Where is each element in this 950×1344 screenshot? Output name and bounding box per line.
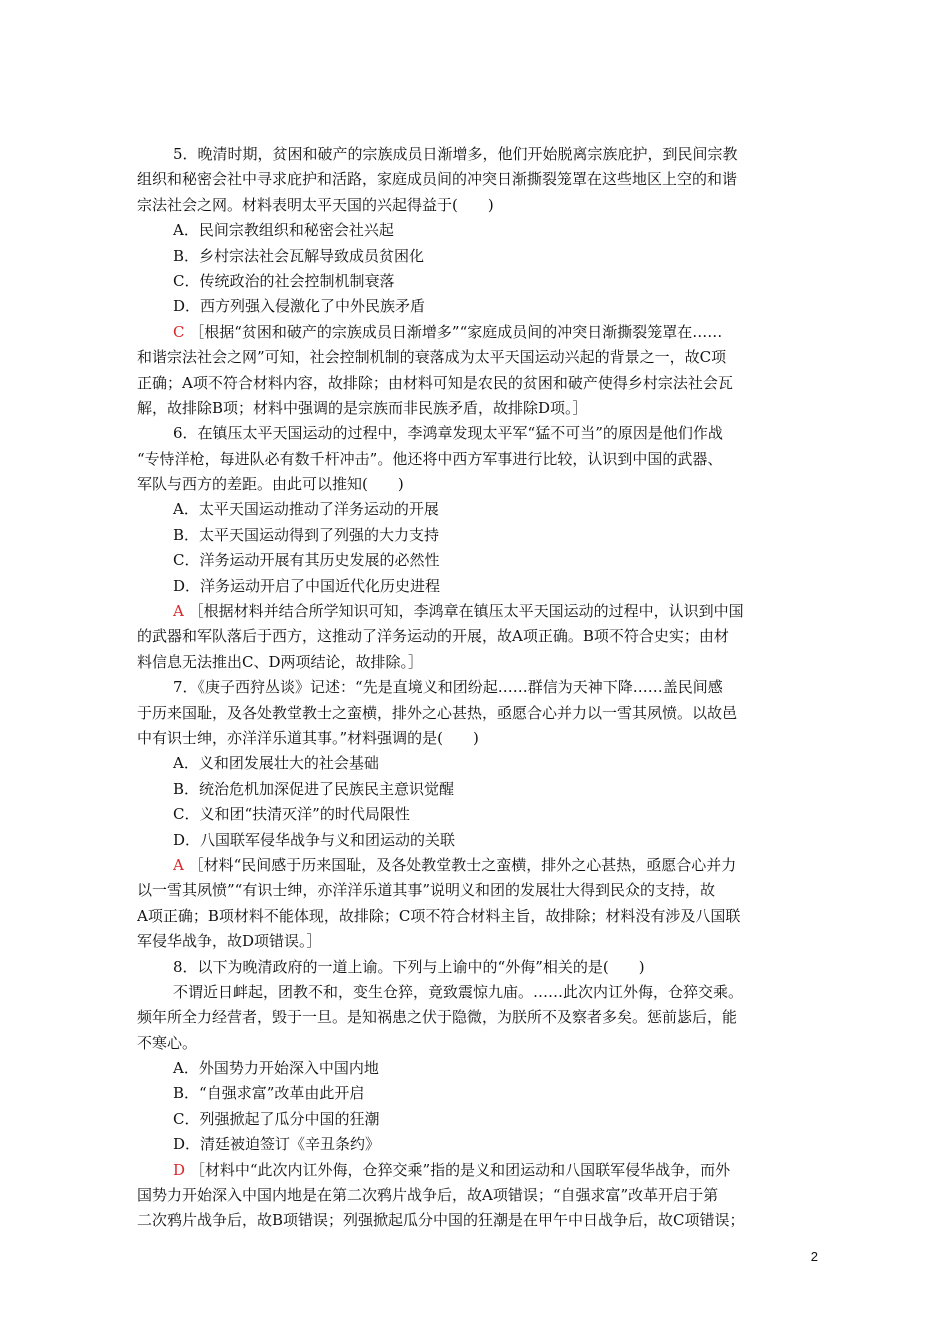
answer-letter: C bbox=[173, 322, 185, 341]
question-stem-line: 7．《庚子西狩丛谈》记述：“先是直境义和团纷起……群信为天神下降……盖民间感 bbox=[173, 678, 723, 697]
option-d: D．清廷被迫签订《辛丑条约》 bbox=[173, 1135, 381, 1154]
explanation-line bbox=[137, 599, 822, 624]
answer-letter: A bbox=[173, 855, 184, 874]
quote-line: 频年所全力经营者，毁于一旦。是知祸患之伏于隐微，为朕所不及察者多矣。惩前毖后，能 bbox=[137, 1008, 738, 1027]
explanation-line bbox=[137, 1158, 822, 1183]
explanation-line: 料信息无法推出C、D两项结论，故排除。］ bbox=[137, 652, 424, 671]
question-stem-line: “专恃洋枪，每进队必有数千杆冲击”。他还将中西方军事进行比较，认识到中国的武器、 bbox=[137, 449, 723, 468]
option-a: A．义和团发展壮大的社会基础 bbox=[173, 754, 379, 773]
question-stem-line: 于历来国耻，及各处教堂教士之蛮横，排外之心甚热，亟愿合心并力以一雪其夙愤。以故邑 bbox=[137, 703, 738, 722]
question-stem-line: 6．在镇压太平天国运动的过程中，李鸿章发现太平军“猛不可当”的原因是他们作战 bbox=[173, 424, 723, 443]
question-stem-line: 8．以下为晚清政府的一道上谕。下列与上谕中的“外侮”相关的是( ) bbox=[173, 957, 645, 976]
quote-line: 不寒心。 bbox=[137, 1033, 198, 1052]
question-stem-line: 军队与西方的差距。由此可以推知( ) bbox=[137, 475, 404, 494]
option-b: B．“自强求富”改革由此开启 bbox=[173, 1084, 365, 1103]
option-d: D．八国联军侵华战争与义和团运动的关联 bbox=[173, 830, 456, 849]
question-stem-line: 5．晚清时期，贫困和破产的宗族成员日渐增多，他们开始脱离宗族庇护，到民间宗教 bbox=[173, 145, 738, 163]
option-a: A．太平天国运动推动了洋务运动的开展 bbox=[173, 500, 439, 519]
explanation-text: ［根据“贫困和破产的宗族成员日渐增多”“家庭成员间的冲突日渐撕裂笼罩在…… bbox=[189, 322, 723, 341]
question-8 bbox=[137, 955, 822, 1234]
explanation-line: 以一雪其夙愤”“有识士绅，亦洋洋乐道其事”说明义和团的发展壮大得到民众的支持，故 bbox=[137, 881, 716, 900]
question-content bbox=[137, 142, 822, 1234]
explanation-line: 正确；A项不符合材料内容，故排除；由材料可知是农民的贫困和破产使得乡村宗法社会瓦 bbox=[137, 373, 733, 392]
option-c: C．列强掀起了瓜分中国的狂潮 bbox=[173, 1109, 380, 1128]
explanation-text: ［根据材料并结合所学知识可知，李鸿章在镇压太平天国运动的过程中，认识到中国 bbox=[188, 602, 744, 621]
option-d: D．洋务运动开启了中国近代化历史进程 bbox=[173, 576, 441, 595]
option-b: B．统治危机加深促进了民族民主意识觉醒 bbox=[173, 779, 455, 798]
explanation-line: 军侵华战争，故D项错误。］ bbox=[137, 932, 322, 951]
option-b: B．太平天国运动得到了列强的大力支持 bbox=[173, 525, 440, 544]
option-c: C．传统政治的社会控制机制衰落 bbox=[173, 271, 395, 290]
explanation-line: 国势力开始深入中国内地是在第二次鸦片战争后，故A项错误；“自强求富”改革开启于第 bbox=[137, 1186, 719, 1205]
question-stem-line: 中有识士绅，亦洋洋乐道其事。”材料强调的是( ) bbox=[137, 728, 479, 747]
question-stem-line: 组织和秘密会社中寻求庇护和活路，家庭成员间的冲突日渐撕裂笼罩在这些地区上空的和谐 bbox=[137, 170, 738, 189]
option-c: C．洋务运动开展有其历史发展的必然性 bbox=[173, 551, 440, 570]
explanation-line bbox=[137, 853, 822, 878]
page-number: 2 bbox=[810, 1249, 818, 1264]
option-b: B．乡村宗法社会瓦解导致成员贫困化 bbox=[173, 246, 425, 265]
answer-letter: A bbox=[173, 602, 184, 621]
explanation-text: ［材料中“此次内讧外侮，仓猝交乘”指的是义和团运动和八国联军侵华战争，而外 bbox=[189, 1160, 731, 1179]
explanation-line bbox=[137, 320, 822, 345]
option-c: C．义和团“扶清灭洋”的时代局限性 bbox=[173, 805, 410, 824]
option-a: A．民间宗教组织和秘密会社兴起 bbox=[173, 221, 394, 240]
explanation-line: 的武器和军队落后于西方，这推动了洋务运动的开展，故A项正确。B项不符合史实；由材 bbox=[137, 627, 729, 646]
explanation-line: 解，故排除B项；材料中强调的是宗族而非民族矛盾，故排除D项。］ bbox=[137, 398, 588, 417]
question-stem-line: 宗法社会之网。材料表明太平天国的兴起得益于( ) bbox=[137, 195, 494, 214]
explanation-text: ［材料“民间感于历来国耻，及各处教堂教士之蛮横，排外之心甚热，亟愿合心并力 bbox=[188, 855, 737, 874]
option-d: D．西方列强入侵激化了中外民族矛盾 bbox=[173, 297, 426, 316]
answer-letter: D bbox=[173, 1160, 186, 1179]
question-5 bbox=[137, 142, 822, 421]
option-a: A．外国势力开始深入中国内地 bbox=[173, 1059, 379, 1078]
explanation-line: 和谐宗法社会之网”可知，社会控制机制的衰落成为太平天国运动兴起的背景之一，故C项 bbox=[137, 348, 727, 367]
quote-line: 不谓近日衅起，团教不和，变生仓猝，竟致震惊九庙。……此次内讧外侮，仓猝交乘。 bbox=[173, 982, 744, 1001]
question-6 bbox=[137, 421, 822, 675]
explanation-line: 二次鸦片战争后，故B项错误；列强掀起瓜分中国的狂潮是在甲午中日战争后，故C项错误； bbox=[137, 1211, 745, 1230]
question-7 bbox=[137, 675, 822, 954]
explanation-line: A项正确；B项材料不能体现，故排除；C项不符合材料主旨，故排除；材料没有涉及八国联 bbox=[137, 906, 741, 925]
